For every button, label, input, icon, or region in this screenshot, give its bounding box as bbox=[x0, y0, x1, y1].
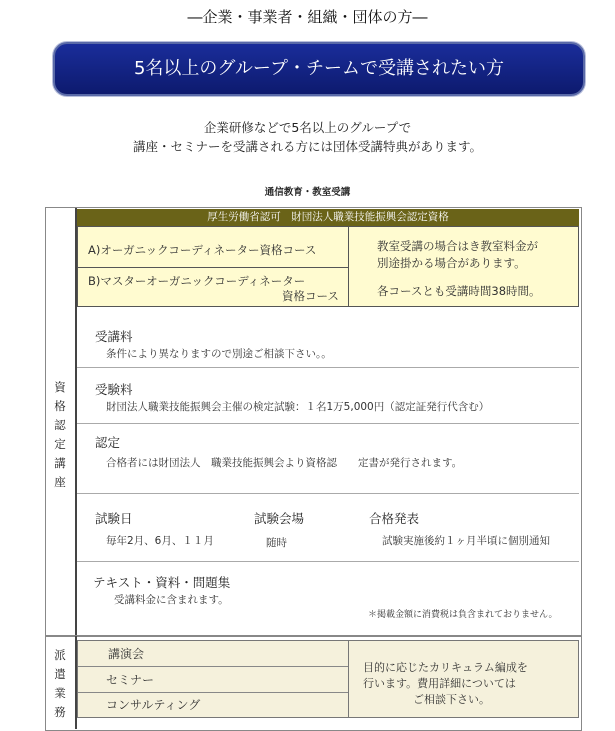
course-b-line-1: B)マスターオーガニックコーディネーター bbox=[88, 274, 306, 288]
intro-text bbox=[0, 118, 615, 156]
group-banner: 5名以上のグループ・チームで受講されたい方 bbox=[53, 42, 585, 96]
course-a-label: A)オーガニックコーディネーター資格コース bbox=[88, 243, 317, 257]
course-note-line-2: 別途掛かる場合があります。 bbox=[377, 256, 526, 270]
dispatch-item: 講演会 bbox=[78, 641, 348, 667]
certify-title: 認定 bbox=[95, 435, 121, 450]
course-a-cell bbox=[77, 226, 349, 268]
divider bbox=[77, 423, 579, 424]
course-note-line-1: 教室受講の場合はき教室料金が bbox=[377, 239, 538, 253]
intro-line-2: 講座・セミナーを受講される方には団体受講特典があります。 bbox=[132, 139, 482, 154]
subhead: 通信教育・教室受講 bbox=[264, 187, 351, 198]
cert-side-char: 定 bbox=[54, 437, 66, 451]
venue-value: 随時 bbox=[266, 537, 287, 549]
course-b-cell bbox=[77, 267, 349, 307]
text-title: テキスト・資料・問題集 bbox=[93, 575, 231, 590]
dispatch-item: コンサルティング bbox=[106, 698, 201, 712]
cert-side-char: 資 bbox=[54, 380, 66, 394]
venue-label: 試験会場 bbox=[254, 511, 305, 526]
dispatch-note-cell bbox=[348, 640, 579, 718]
dispatch-note-line-2: 行います。費用詳細については bbox=[363, 677, 516, 690]
dispatch-items-cell bbox=[77, 640, 349, 718]
dispatch-item: セミナー bbox=[78, 667, 348, 693]
divider bbox=[77, 493, 579, 494]
course-note-line-3: 各コースとも受講時間38時間。 bbox=[377, 284, 541, 298]
tax-footnote: ＊掲載金額に消費税は負含まれておりません。 bbox=[368, 610, 558, 620]
dispatch-side-char: 務 bbox=[54, 705, 66, 719]
section-heading: ―企業・事業者・組織・団体の方― bbox=[187, 8, 428, 26]
course-b-line-2: 資格コース bbox=[282, 289, 339, 303]
certify-body: 合格者には財団法人 職業技能振興会より資格認 定書が発行されます。 bbox=[106, 457, 463, 469]
test-day-value: 毎年2月、6月、１１月 bbox=[106, 535, 214, 547]
result-value: 試験実施後約１ヶ月半頃に個別通知 bbox=[382, 535, 550, 547]
dispatch-side-label bbox=[45, 646, 75, 722]
fee-title: 受講料 bbox=[95, 329, 133, 344]
text-body: 受講料金に含まれます。 bbox=[114, 594, 229, 606]
cert-side-label bbox=[45, 378, 75, 492]
dispatch-note-line-3: ご相談下さい。 bbox=[413, 693, 490, 706]
dispatch-side-char: 派 bbox=[54, 648, 66, 662]
dispatch-note-line-1: 目的に応じたカリキュラム編成を bbox=[363, 661, 528, 674]
cert-side-char: 座 bbox=[54, 475, 66, 489]
test-day-label: 試験日 bbox=[95, 511, 133, 526]
divider bbox=[77, 561, 579, 562]
cert-side-char: 格 bbox=[54, 399, 66, 413]
cert-side-char: 認 bbox=[54, 418, 66, 432]
result-label: 合格発表 bbox=[369, 511, 420, 526]
exam-fee-title: 受験料 bbox=[95, 382, 133, 397]
divider bbox=[77, 367, 579, 368]
dispatch-side-char: 遣 bbox=[54, 667, 66, 681]
dispatch-side-char: 業 bbox=[54, 686, 66, 700]
cert-side-char: 講 bbox=[54, 456, 66, 470]
fee-body: 条件により異なりますので別途ご相談下さい。。 bbox=[106, 348, 332, 360]
cert-header-bar: 厚生労働省認可 財団法人職業技能振興会認定資格 bbox=[77, 209, 579, 226]
intro-line-1: 企業研修などで5名以上のグループで bbox=[203, 120, 412, 135]
course-note-cell bbox=[348, 226, 579, 307]
exam-fee-body: 財団法人職業技能振興会主催の検定試験：１名1万5,000円（認定証発行代含む） bbox=[106, 401, 490, 413]
